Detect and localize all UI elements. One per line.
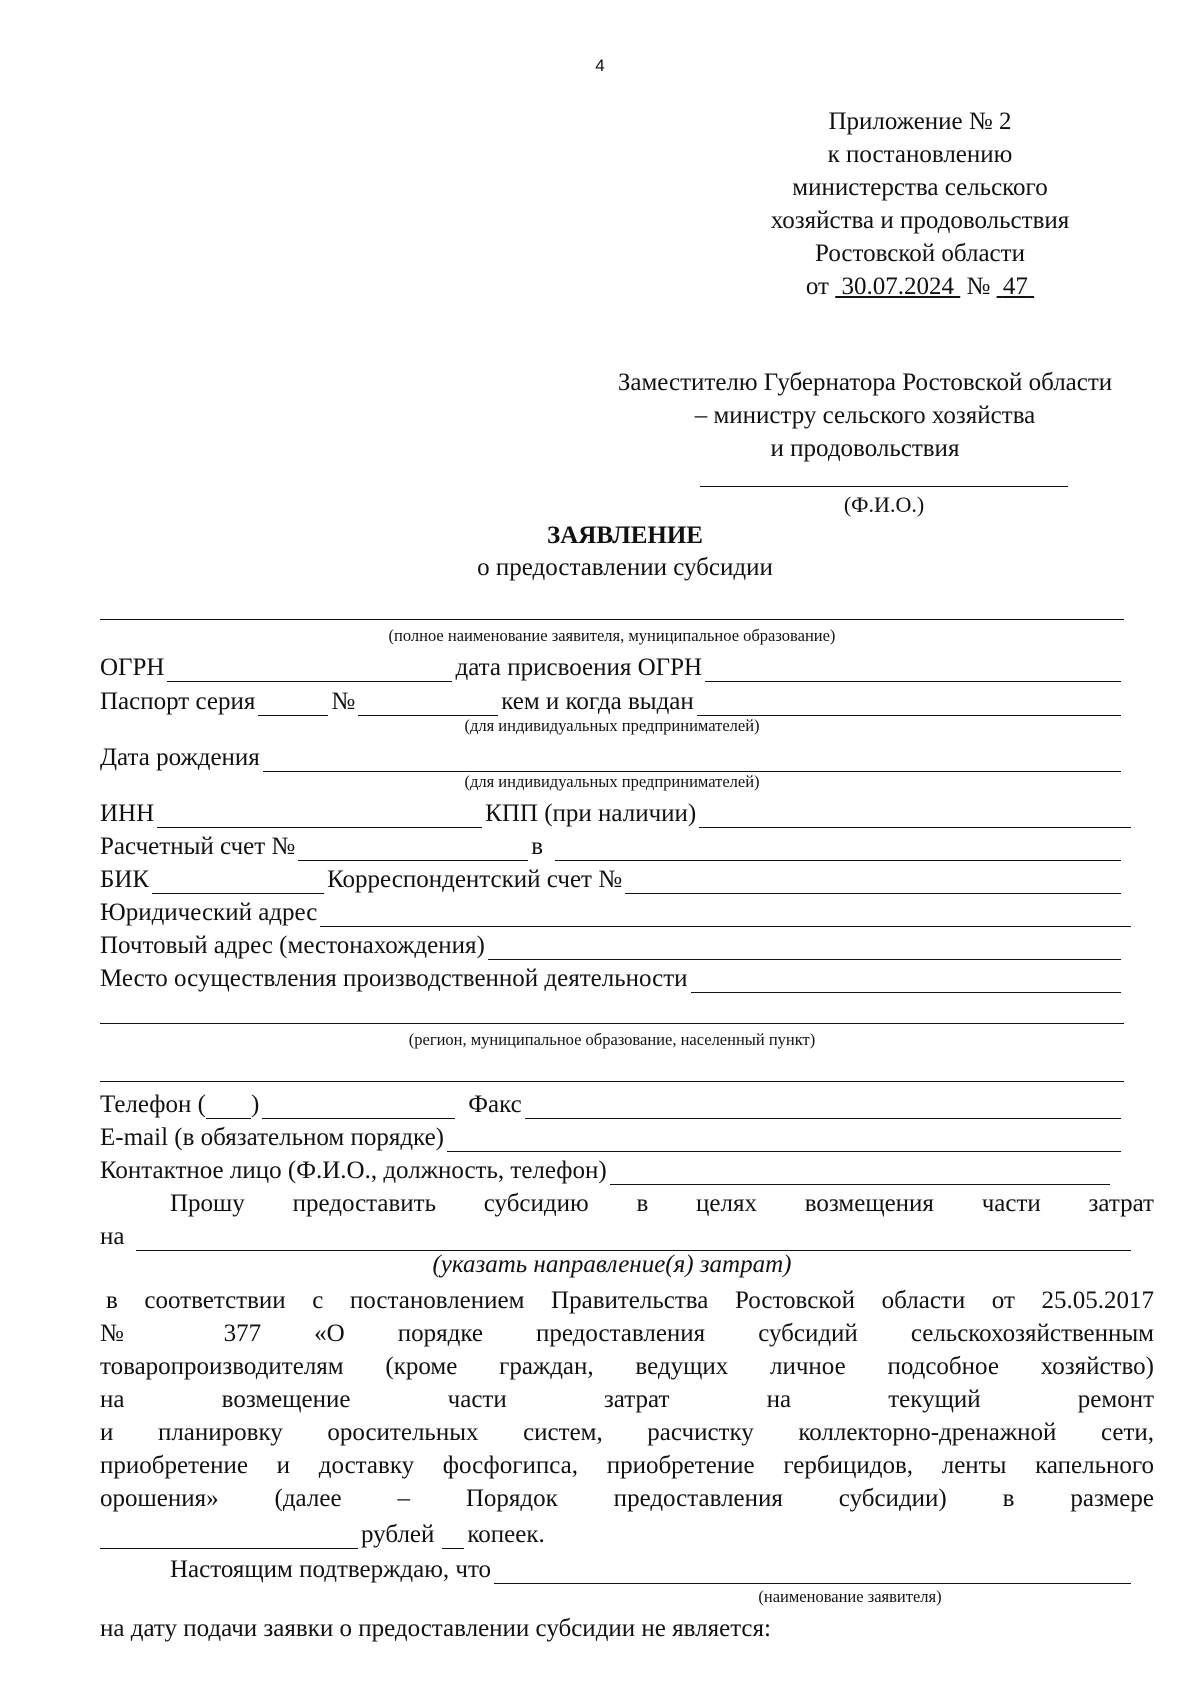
appendix-line: хозяйства и продовольствия <box>770 207 1070 234</box>
postal-address-field[interactable] <box>488 933 1121 960</box>
email-field[interactable] <box>447 1125 1121 1152</box>
appendix-block <box>730 105 1110 303</box>
date-prefix: от <box>805 273 829 300</box>
production-place-field[interactable] <box>691 966 1121 993</box>
phone-field[interactable] <box>262 1092 455 1119</box>
amount-row <box>100 1515 1124 1549</box>
corr-account-label: Корреспондентский счет № <box>327 866 623 893</box>
kpp-field[interactable] <box>699 801 1131 828</box>
body-line: орошения» (далее – Порядок предоставления субсидии) в размере <box>100 1485 1154 1512</box>
region-caption: (регион, муниципальное образование, населенный пункт) <box>408 1030 816 1049</box>
passport-series-field[interactable] <box>258 689 328 716</box>
birth-date-field[interactable] <box>263 745 1121 772</box>
body-line: № 377 «О порядке предоставления субсидий сельскохозяйственным <box>100 1320 1154 1347</box>
contact-label: Контактное лицо (Ф.И.О., должность, телефон) <box>100 1157 607 1184</box>
account-row <box>100 827 1124 861</box>
request-on-label: на <box>100 1223 125 1250</box>
applicant-name-caption: (наименование заявителя) <box>758 1587 942 1606</box>
passport-row <box>100 682 1124 716</box>
expense-direction-caption: (указать направление(я) затрат) <box>432 1251 792 1278</box>
body-line: и планировку оросительных систем, расчистку коллекторно-дренажной сети, <box>100 1419 1154 1446</box>
birth-date-label: Дата рождения <box>100 744 260 771</box>
entrepreneurs-caption: (для индивидуальных предпринимателей) <box>464 716 760 735</box>
appendix-date-line <box>730 270 1110 303</box>
bik-field[interactable] <box>152 867 324 894</box>
applicant-name-field[interactable] <box>494 1557 1131 1584</box>
applicant-name-line[interactable] <box>100 619 1124 620</box>
legal-address-row <box>100 893 1134 927</box>
body-paragraph <box>100 1284 1154 1515</box>
ogrn-row <box>100 648 1124 682</box>
fax-label: Факс <box>468 1091 522 1118</box>
production-place-label: Место осуществления производственной деятельности <box>100 965 688 992</box>
applicant-name-caption: (полное наименование заявителя, муниципальное образование) <box>388 626 836 645</box>
appendix-line: Ростовской области <box>815 240 1025 267</box>
page-number: 4 <box>595 56 605 75</box>
confirm-label: Настоящим подтверждаю, что <box>170 1556 492 1583</box>
request-word: Прошу <box>170 1190 245 1217</box>
appendix-line: министерства сельского <box>792 174 1048 201</box>
inn-field[interactable] <box>157 801 482 828</box>
ogrn-field[interactable] <box>167 655 452 682</box>
request-word: в <box>636 1190 649 1217</box>
inn-row <box>100 794 1134 828</box>
request-word: предоставить <box>292 1190 436 1217</box>
account-label: Расчетный счет № <box>100 833 296 860</box>
contact-row <box>100 1151 1124 1185</box>
legal-address-field[interactable] <box>320 900 1131 927</box>
kpp-label: КПП (при наличии) <box>485 800 697 827</box>
fio-caption: (Ф.И.О.) <box>843 492 925 517</box>
phone-code-field[interactable] <box>206 1092 251 1119</box>
rubles-field[interactable] <box>100 1522 358 1549</box>
legal-address-label: Юридический адрес <box>100 899 318 926</box>
fax-field[interactable] <box>525 1092 1121 1119</box>
request-word: субсидию <box>483 1190 589 1217</box>
birth-date-row <box>100 738 1124 772</box>
bank-in-label: в <box>531 833 544 860</box>
passport-number-label: № <box>331 688 356 715</box>
request-word: затрат <box>1088 1190 1154 1217</box>
contact-field[interactable] <box>610 1158 1110 1185</box>
bik-label: БИК <box>100 866 150 893</box>
confirm-row <box>170 1550 1134 1584</box>
region-line[interactable] <box>100 1023 1124 1024</box>
inn-label: ИНН <box>100 800 155 827</box>
email-label: E-mail (в обязательном порядке) <box>100 1124 444 1151</box>
request-word: целях <box>696 1190 757 1217</box>
confirm-last-line: на дату подачи заявки о предоставлении субсидии не является: <box>100 1615 771 1642</box>
appendix-number: 47 <box>1002 273 1028 300</box>
rubles-label: рублей <box>361 1521 435 1548</box>
bik-row <box>100 860 1124 894</box>
body-line: товаропроизводителям (кроме граждан, ведущих личное подсобное хозяйство) <box>100 1353 1154 1380</box>
ogrn-date-field[interactable] <box>705 655 1121 682</box>
phone-close: ) <box>250 1091 260 1118</box>
fio-blank-line[interactable] <box>700 486 1068 487</box>
number-prefix: № <box>966 273 991 300</box>
kopecks-label: копеек. <box>467 1521 545 1548</box>
body-line: на возмещение части затрат на текущий ремонт <box>100 1386 1154 1413</box>
passport-number-field[interactable] <box>358 689 498 716</box>
email-row <box>100 1118 1124 1152</box>
phone-label: Телефон ( <box>100 1091 206 1118</box>
passport-issued-field[interactable] <box>697 689 1121 716</box>
request-row <box>170 1184 1154 1218</box>
expense-direction-row <box>100 1217 1134 1251</box>
request-word: возмещения <box>804 1190 934 1217</box>
addressee-line: Заместителю Губернатора Ростовской области <box>617 369 1113 396</box>
body-line: в соответствии с постановлением Правительства Ростовской области от 25.05.2017 <box>106 1287 1154 1314</box>
postal-address-row <box>100 926 1124 960</box>
entrepreneurs-caption: (для индивидуальных предпринимателей) <box>464 772 760 791</box>
extra-line[interactable] <box>100 1081 1124 1082</box>
passport-series-label: Паспорт серия <box>100 688 256 715</box>
postal-address-label: Почтовый адрес (местонахождения) <box>100 932 485 959</box>
ogrn-label: ОГРН <box>100 654 165 681</box>
body-line: приобретение и доставку фосфогипса, приобретение гербицидов, ленты капельного <box>100 1452 1154 1479</box>
appendix-date: 30.07.2024 <box>841 273 954 300</box>
account-field[interactable] <box>298 834 528 861</box>
production-place-row <box>100 959 1124 993</box>
document-subtitle: о предоставлении субсидии <box>477 554 773 581</box>
expense-direction-field[interactable] <box>136 1224 1131 1251</box>
kopecks-field[interactable] <box>442 1522 464 1549</box>
ogrn-date-label: дата присвоения ОГРН <box>455 654 703 681</box>
addressee-block <box>560 366 1170 465</box>
appendix-line: Приложение № 2 <box>828 108 1012 135</box>
request-word: части <box>981 1190 1041 1217</box>
passport-issued-label: кем и когда выдан <box>501 688 694 715</box>
phone-row <box>100 1085 1124 1119</box>
addressee-line: и продовольствия <box>770 435 960 462</box>
bank-field[interactable] <box>555 834 1121 861</box>
corr-account-field[interactable] <box>625 867 1121 894</box>
appendix-line: к постановлению <box>827 141 1013 168</box>
addressee-line: – министру сельского хозяйства <box>694 402 1036 429</box>
document-title: ЗАЯВЛЕНИЕ <box>547 522 703 549</box>
